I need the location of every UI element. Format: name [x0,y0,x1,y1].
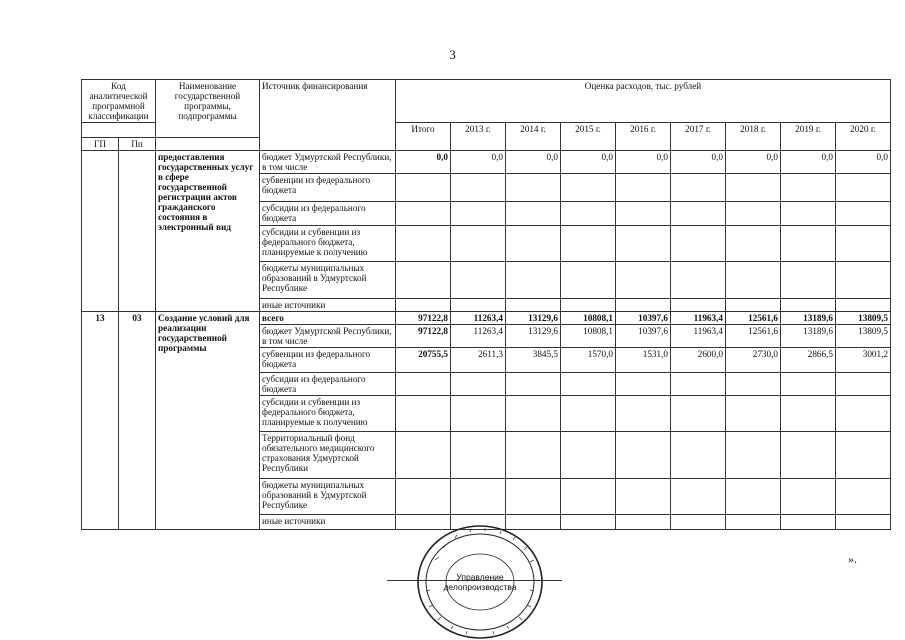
pp-code: 03 [119,312,156,530]
value-cell [781,515,836,530]
header-name: Наименование государственной программы, подпрограммы [156,80,260,138]
program-name: предоставления государственных услуг в сфере государственной регистрации актов гражданского состояния в электронный вид [156,151,260,312]
value-cell: 0,0 [836,151,891,174]
value-cell: 13129,6 [506,325,561,348]
value-cell [836,396,891,432]
year-header: 2014 г. [506,123,561,151]
value-cell [726,515,781,530]
year-header: 2016 г. [616,123,671,151]
value-cell [726,226,781,262]
value-cell [616,299,671,312]
value-cell [781,299,836,312]
value-cell [671,226,726,262]
value-cell [451,479,506,515]
expenditure-table [81,79,891,530]
funding-source: бюджет Удмуртской Республики, в том числе [260,151,396,174]
value-cell [616,226,671,262]
value-cell [781,373,836,396]
value-cell: 13189,6 [781,312,836,325]
value-cell [396,373,451,396]
pp-code [119,151,156,312]
value-cell: 11963,4 [671,325,726,348]
funding-source: Территориальный фонд обязательного медицинского страхования Удмуртской Республики [260,432,396,479]
value-cell [616,396,671,432]
value-cell [451,373,506,396]
value-cell [506,202,561,226]
value-cell [616,515,671,530]
value-cell [561,262,616,299]
value-cell [726,373,781,396]
funding-source: субвенции из федерального бюджета [260,348,396,373]
header-code: Код аналитической программной классификации [82,80,156,123]
value-cell [561,202,616,226]
funding-source: субсидии из федерального бюджета [260,373,396,396]
value-cell: 0,0 [561,151,616,174]
value-cell [506,479,561,515]
value-cell [616,262,671,299]
value-cell: 13809,5 [836,312,891,325]
funding-source: субсидии и субвенции из федерального бюджета, планируемые к получению [260,226,396,262]
value-cell [671,174,726,202]
stamp-text-1: Управление [456,572,504,582]
value-cell [671,432,726,479]
value-cell: 0,0 [396,151,451,174]
value-cell [726,432,781,479]
value-cell [561,174,616,202]
header-gp: ГП [82,138,119,151]
value-cell [616,479,671,515]
value-cell [451,202,506,226]
value-cell [451,174,506,202]
value-cell [506,432,561,479]
year-header: 2017 г. [671,123,726,151]
value-cell: 2611,3 [451,348,506,373]
funding-source: иные источники [260,299,396,312]
value-cell [836,515,891,530]
value-cell [726,299,781,312]
value-cell [396,479,451,515]
value-cell [506,262,561,299]
value-cell [671,299,726,312]
value-cell [836,262,891,299]
value-cell [671,373,726,396]
value-cell: 10808,1 [561,325,616,348]
value-cell: 13809,5 [836,325,891,348]
value-cell [506,174,561,202]
value-cell [451,262,506,299]
funding-source: субвенции из федерального бюджета [260,174,396,202]
value-cell [671,202,726,226]
value-cell [561,373,616,396]
value-cell: 0,0 [451,151,506,174]
value-cell [671,515,726,530]
value-cell [451,299,506,312]
value-cell [836,174,891,202]
year-header: 2019 г. [781,123,836,151]
value-cell [396,174,451,202]
value-cell [561,299,616,312]
value-cell [561,479,616,515]
value-cell: 0,0 [506,151,561,174]
value-cell [396,396,451,432]
funding-source: бюджеты муниципальных образований в Удмуртской Республике [260,479,396,515]
value-cell: 10397,6 [616,325,671,348]
value-cell [726,479,781,515]
header-estimate: Оценка расходов, тыс. рублей [396,80,891,123]
funding-source: бюджеты муниципальных образований в Удмуртской Республике [260,262,396,299]
value-cell [836,226,891,262]
value-cell [396,262,451,299]
value-cell [616,174,671,202]
funding-source: субсидии и субвенции из федерального бюджета, планируемые к получению [260,396,396,432]
value-cell [671,479,726,515]
value-cell: 2866,5 [781,348,836,373]
program-name: Создание условий для реализации государственной программы [156,312,260,530]
value-cell [671,262,726,299]
value-cell [781,432,836,479]
value-cell [396,432,451,479]
value-cell [506,396,561,432]
value-cell [781,396,836,432]
value-cell [616,202,671,226]
value-cell: 11963,4 [671,312,726,325]
value-cell [781,202,836,226]
value-cell [781,226,836,262]
year-header: 2015 г. [561,123,616,151]
value-cell: 20755,5 [396,348,451,373]
year-header: 2018 г. [726,123,781,151]
value-cell [726,174,781,202]
value-cell [836,202,891,226]
value-cell [451,396,506,432]
value-cell [396,226,451,262]
value-cell [781,174,836,202]
gp-code: 13 [82,312,119,530]
value-cell: 1531,0 [616,348,671,373]
year-header: 2020 г. [836,123,891,151]
funding-source: бюджет Удмуртской Республики, в том числе [260,325,396,348]
value-cell [836,299,891,312]
year-header: Итого [396,123,451,151]
funding-source: иные источники [260,515,396,530]
value-cell [616,373,671,396]
value-cell [396,299,451,312]
value-cell [781,262,836,299]
value-cell [451,432,506,479]
stamp-text-2: делопроизводства [443,582,517,592]
value-cell: 13189,6 [781,325,836,348]
value-cell [726,396,781,432]
value-cell: 97122,8 [396,325,451,348]
value-cell: 0,0 [726,151,781,174]
value-cell [506,299,561,312]
value-cell: 2730,0 [726,348,781,373]
value-cell [616,432,671,479]
funding-source: всего [260,312,396,325]
value-cell: 0,0 [616,151,671,174]
header-pp: Пп [119,138,156,151]
value-cell [561,396,616,432]
value-cell [506,373,561,396]
value-cell: 12561,6 [726,325,781,348]
value-cell: 13129,6 [506,312,561,325]
value-cell [506,226,561,262]
value-cell [451,226,506,262]
value-cell: 11263,4 [451,325,506,348]
gp-code [82,151,119,312]
value-cell: 3845,5 [506,348,561,373]
value-cell [561,515,616,530]
value-cell [561,226,616,262]
value-cell: 10808,1 [561,312,616,325]
value-cell [671,396,726,432]
funding-source: субсидии из федерального бюджета [260,202,396,226]
value-cell [726,262,781,299]
value-cell [781,479,836,515]
value-cell [561,432,616,479]
value-cell: 2600,0 [671,348,726,373]
value-cell: 10397,6 [616,312,671,325]
value-cell [836,432,891,479]
value-cell: 3001,2 [836,348,891,373]
official-seal-stamp [415,520,545,640]
value-cell [726,202,781,226]
value-cell: 12561,6 [726,312,781,325]
table-row [82,312,891,325]
header-source: Источник финансирования [260,80,396,151]
year-header: 2013 г. [451,123,506,151]
table-row [82,151,891,174]
page-number: 3 [449,47,456,62]
value-cell: 97122,8 [396,312,451,325]
value-cell [836,373,891,396]
closing-mark: ». [848,552,857,566]
value-cell: 0,0 [671,151,726,174]
value-cell [396,202,451,226]
value-cell: 1570,0 [561,348,616,373]
value-cell: 0,0 [781,151,836,174]
value-cell: 11263,4 [451,312,506,325]
value-cell [836,479,891,515]
